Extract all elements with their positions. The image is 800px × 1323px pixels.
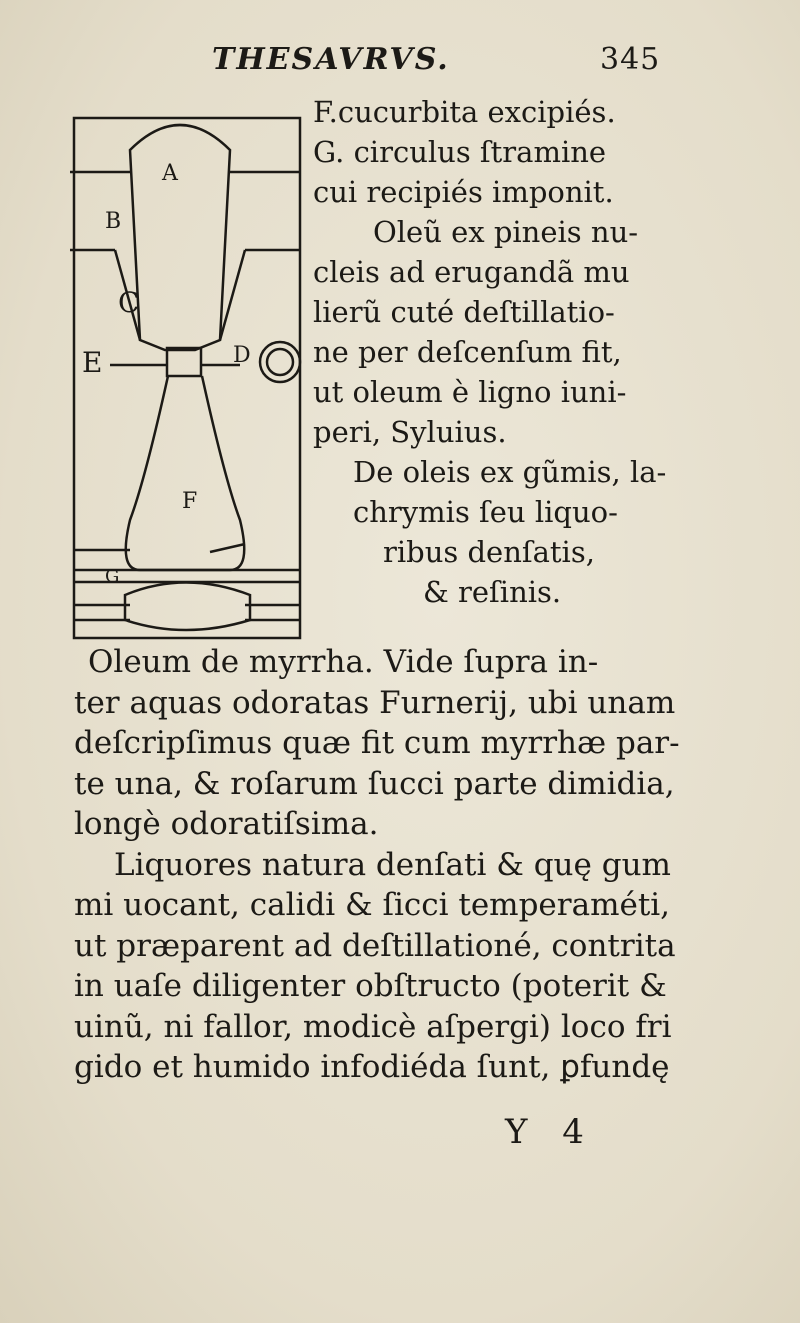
text-line: ter aquas odoratas Furnerij, ubi unam bbox=[74, 684, 676, 721]
text-line: te una, & roſarum ſucci parte dimidia, bbox=[74, 765, 675, 802]
running-title: THESAVRVS. bbox=[212, 42, 450, 77]
text-line: ut oleum è ligno iuni- bbox=[313, 375, 627, 409]
figure-caption-column bbox=[313, 92, 703, 612]
text-line: longè odoratiſsima. bbox=[74, 806, 379, 842]
page-header bbox=[0, 38, 800, 78]
figure-label-b: B bbox=[105, 209, 122, 234]
distillation-apparatus-illustration bbox=[70, 100, 330, 645]
text-line: Oleum de myrrha. Vide ſupra in- bbox=[88, 644, 599, 680]
text-line: deſcripſimus quæ fit cum myrrhæ par- bbox=[74, 725, 680, 761]
section-heading-line: chrymis ſeu liquo- bbox=[353, 495, 618, 529]
text-line: peri, Syluius. bbox=[313, 415, 507, 449]
text-line: G. circulus ſtramine bbox=[313, 135, 607, 169]
figure-label-a: A bbox=[162, 161, 178, 186]
section-heading-line: De oleis ex gũmis, la- bbox=[353, 455, 667, 489]
distillation-woodcut bbox=[70, 100, 330, 645]
main-text-block bbox=[74, 642, 724, 1088]
page-number: 345 bbox=[600, 42, 661, 77]
text-line: lierũ cuté deſtillatio- bbox=[313, 295, 615, 329]
text-line: ut præparent ad deſtillationé, contrita bbox=[74, 927, 676, 964]
text-line: cui recipiés imponit. bbox=[313, 175, 614, 209]
figure-label-g: G bbox=[105, 566, 120, 587]
text-line: cleis ad erugandã mu bbox=[313, 255, 630, 289]
text-line: uinũ, ni fallor, modicè aſpergi) loco fri bbox=[74, 1008, 672, 1045]
text-line: Oleũ ex pineis nu- bbox=[373, 215, 639, 249]
text-line: ne per deſcenſum fit, bbox=[313, 335, 622, 369]
signature-mark: Y 4 bbox=[505, 1112, 596, 1152]
text-line: in uaſe diligenter obſtructo (poterit & bbox=[74, 968, 667, 1004]
figure-label-e: E bbox=[82, 346, 103, 379]
text-line: gido et humido infodiéda ſunt, ꝑfundę bbox=[74, 1049, 670, 1085]
figure-label-d: D bbox=[233, 343, 251, 368]
text-line: Liquores natura denſati & quę gum bbox=[114, 846, 671, 883]
figure-label-c: C bbox=[118, 286, 140, 319]
section-heading-line: & reſinis. bbox=[423, 575, 562, 609]
section-heading-line: ribus denſatis, bbox=[383, 535, 595, 569]
text-line: mi uocant, calidi & ſicci temperaméti, bbox=[74, 887, 671, 923]
figure-label-f: F bbox=[182, 489, 198, 514]
text-line: F.cucurbita excipiés. bbox=[313, 95, 616, 129]
